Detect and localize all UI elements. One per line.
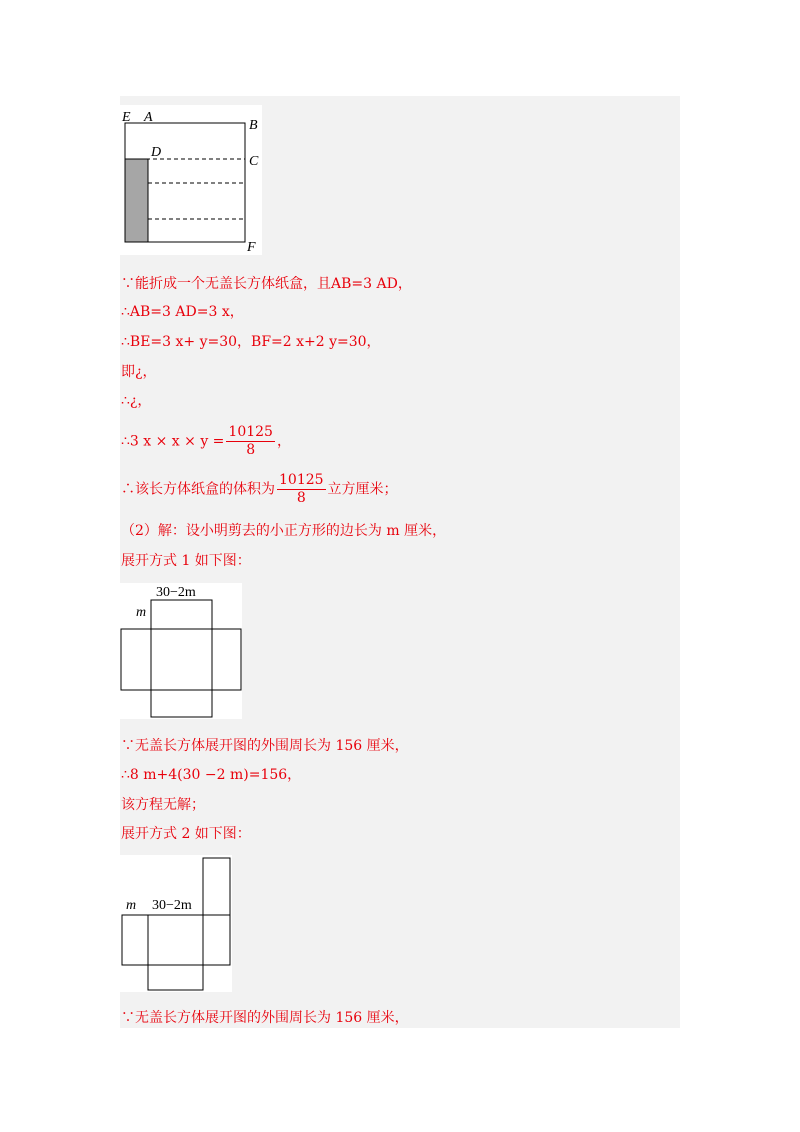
label-a: A bbox=[144, 110, 153, 125]
text-line-13: 展开方式 2 如下图： bbox=[121, 826, 251, 842]
text-line-7: ∴该长方体纸盒的体积为 $\frac{10125}{8}$ 立方厘米； bbox=[121, 472, 398, 506]
text-line-12: 该方程无解； bbox=[121, 797, 205, 813]
label-d: D bbox=[151, 145, 162, 160]
text-line-1: ∵能折成一个无盖长方体纸盒，且AB=3 AD， bbox=[121, 276, 412, 292]
label-c: C bbox=[249, 154, 259, 169]
fraction-denominator: 8 bbox=[296, 490, 306, 506]
shaded-square bbox=[125, 159, 148, 242]
text-line-11: ∴8 m+4(30 −2 m)=156， bbox=[121, 767, 302, 783]
figure-1-box-net bbox=[120, 105, 262, 255]
label-e: E bbox=[122, 110, 131, 125]
text-line-4: 即¿， bbox=[121, 364, 157, 380]
text-line-10: ∵无盖长方体展开图的外围周长为 156 厘米， bbox=[121, 738, 409, 754]
figure-3-net-layout-2 bbox=[120, 855, 232, 992]
text-line-8: （2）解：设小明剪去的小正方形的边长为 m 厘米， bbox=[121, 523, 447, 539]
fraction-numerator: 10125 bbox=[279, 472, 324, 488]
text-line-2: ∴AB=3 AD=3 x， bbox=[121, 304, 244, 320]
fraction-numerator: 10125 bbox=[228, 424, 273, 440]
figure-2-net-layout-1 bbox=[120, 583, 242, 719]
label-30-minus-2m: 30−2m bbox=[152, 898, 192, 913]
label-b: B bbox=[249, 118, 258, 133]
label-m: m bbox=[136, 605, 147, 620]
text-line-9: 展开方式 1 如下图： bbox=[121, 553, 251, 569]
text-line-6: ∴3 x × x × y = $\frac{10125}{8}$ ， bbox=[121, 424, 291, 458]
text-line-14: ∵无盖长方体展开图的外围周长为 156 厘米， bbox=[121, 1010, 409, 1026]
label-m: m bbox=[126, 898, 137, 913]
fraction-denominator: 8 bbox=[246, 442, 256, 458]
text-line-3: ∴BE=3 x+ y=30，BF=2 x+2 y=30， bbox=[121, 334, 381, 350]
text-line-5: ∴¿， bbox=[121, 393, 152, 409]
label-f: F bbox=[247, 240, 256, 255]
label-30-minus-2m: 30−2m bbox=[156, 585, 196, 600]
